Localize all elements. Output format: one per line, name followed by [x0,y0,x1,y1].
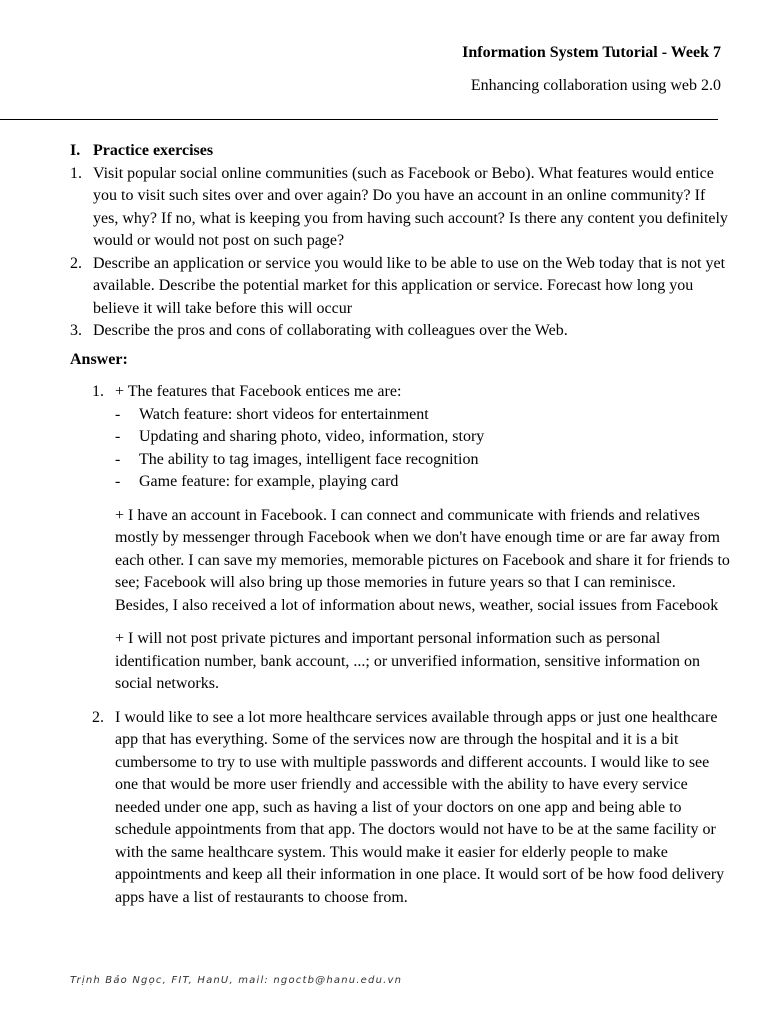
answer-body [115,707,730,910]
answer-intro: + The features that Facebook entices me are: [115,383,402,400]
answer-paragraph: + I have an account in Facebook. I can connect and communicate with friends and relatives mostly by messenger through Facebook when we don't have enough time or are far away from each other. I can save my memories, memorable pictures on Facebook and share it for friends to see; Facebook will also bring up those memories in future years so that I can reminisce. Besides, I also received a lot of information about news, weather, social issues from Facebook [115,506,730,614]
page-footer: Trịnh Bảo Ngọc, FIT, HanU, mail: ngoctb@hanu.edu.vn [70,975,403,986]
list-item [115,471,730,494]
dash-bullet: - [115,473,121,490]
exercise-text: Visit popular social online communities (such as Facebook or Bebo). What features would entice you to visit such sites over and over again? Do you have an account in an online community? If yes, why? If no, what is keeping you from having such account? Is there any content you definitely would or would not post on such page? [93,164,728,249]
section-number: I. [70,142,81,159]
header-divider [0,119,718,120]
dash-bullet: - [115,405,121,423]
exercise-item [70,253,730,321]
section-title: Practice exercises [93,142,214,159]
list-item-text: Watch feature: short videos for entertainment [139,405,429,423]
document-title: Information System Tutorial - Week 7 [462,44,721,61]
answer-paragraph: I would like to see a lot more healthcare services available through apps or just one healthcare app that has everything. Some of the services now are through the hospital and it is a bit cumbersome to try to use with multiple passwords and different accounts. I would like to see one that would be more user friendly and accessible with the ability to have every service needed under one app, such as having a list of your doctors on one app and being able to schedule appointments from that app. The doctors would not have to be at the same facility or with the same healthcare system. This would make it easier for elderly people to make appointments and keep all their information in one place. It would sort of be how food delivery apps have a list of restaurants to choose from. [115,708,725,906]
answer-item [92,707,730,910]
list-item-text: The ability to tag images, intelligent face recognition [139,450,479,468]
exercise-text: Describe the pros and cons of collaborating with colleagues over the Web. [93,322,568,339]
list-item [115,449,730,472]
dash-bullet: - [115,428,121,445]
exercise-item [70,320,730,343]
answer-body [115,381,730,696]
answer-item [92,381,730,696]
list-item-text: Updating and sharing photo, video, information, story [139,428,485,445]
answer-number: 1. [92,383,104,400]
answer-paragraph: + I will not post private pictures and important personal information such as personal identification number, bank account, ...; or unverified information, sensitive information on social networks. [115,630,700,692]
answer-number: 2. [92,708,104,726]
exercise-number: 2. [70,254,82,272]
exercise-text: Describe an application or service you would like to be able to use on the Web today that is not yet available. Describe the potential market for this application or service. Forecast how long you believe it will take before this will occur [93,254,726,317]
dash-bullet: - [115,450,121,468]
list-item [115,404,730,427]
list-item [115,426,730,449]
answer-heading: Answer: [70,350,128,368]
list-item-text: Game feature: for example, playing card [139,473,399,490]
document-body [70,140,730,909]
exercise-item [70,163,730,253]
exercise-number: 3. [70,322,82,339]
practice-heading [70,140,730,163]
document-subtitle: Enhancing collaboration using web 2.0 [470,77,721,94]
exercise-number: 1. [70,164,82,182]
